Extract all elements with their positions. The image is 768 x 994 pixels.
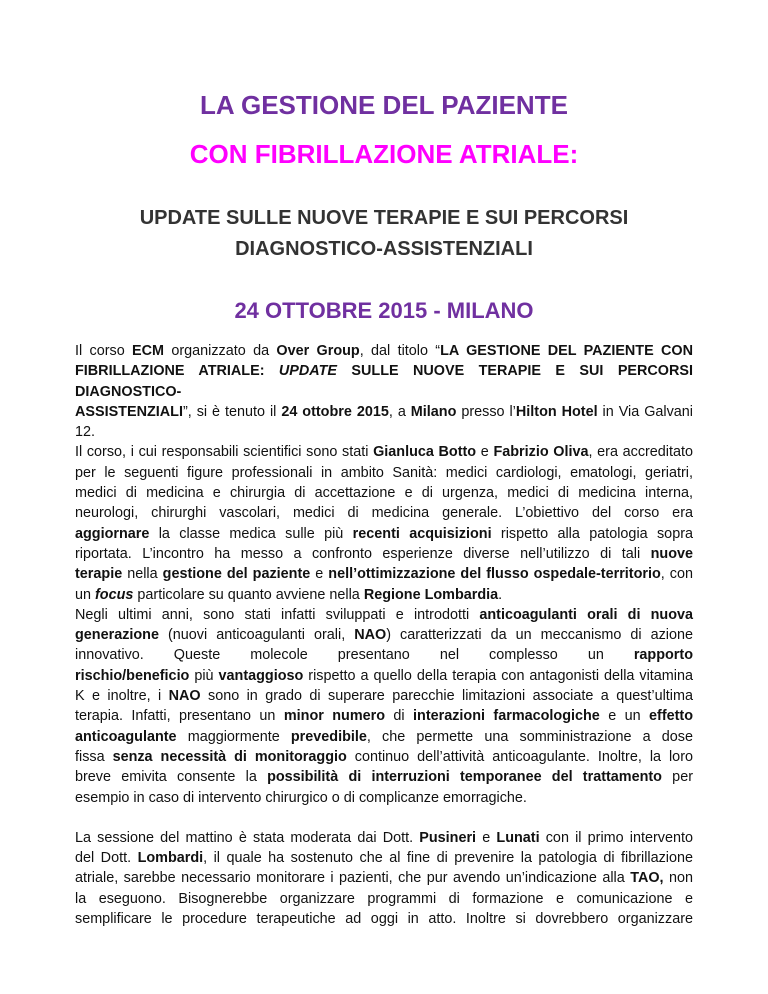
text-line: ASSISTENZIALI”, si è tenuto il 24 ottobre 2015, a Milano presso l’Hilton Hotel in Via Galvani	[75, 403, 694, 420]
text-line: K e inoltre, i NAO sono in grado di superare parecchie limitazioni associate a quest’ultima	[75, 688, 693, 705]
text-line: breve emivita consente la possibilità di interruzioni temporanee del trattamento per	[75, 769, 693, 786]
text-line: Il corso, i cui responsabili scientifici sono stati Gianluca Botto e Fabrizio Oliva, era accreditato	[75, 444, 694, 461]
text-line: semplificare le procedure terapeutiche ad oggi in atto. Inoltre si dovrebbero organizzare	[75, 911, 693, 928]
text-line: generazione (nuovi anticoagulanti orali, NAO) caratterizzati da un meccanismo di azione	[75, 627, 693, 644]
text-line: anticoagulante maggiormente prevedibile, che permette una somministrazione a dose	[75, 728, 693, 745]
text-line: un focus particolare su quanto avviene nella Regione Lombardia.	[75, 586, 503, 603]
text-line: Negli ultimi anni, sono stati infatti sviluppati e introdotti anticoagulanti orali di nuova	[75, 606, 693, 623]
title-line-2: CON FIBRILLAZIONE ATRIALE:	[189, 139, 579, 169]
subtitle-line-1: UPDATE SULLE NUOVE TERAPIE E SUI PERCORSI	[139, 207, 629, 229]
text-line: innovativo. Queste molecole presentano nel complesso un rapporto	[75, 647, 693, 664]
text-line: La sessione del mattino è stata moderata dai Dott. Pusineri e Lunati con il primo intervento	[75, 829, 694, 846]
text-line: FIBRILLAZIONE ATRIALE: UPDATE SULLE NUOVE TERAPIE E SUI PERCORSI DIAGNOSTICO-	[75, 363, 693, 400]
text-line: atriale, sarebbe necessario monitorare i pazienti, che pur avendo un’indicazione alla TAO, non	[75, 870, 693, 887]
text-line: la eseguono. Bisognerebbe organizzare programmi di formazione e comunicazione e	[75, 890, 693, 907]
subtitle-line-2: DIAGNOSTICO-ASSISTENZIALI	[235, 238, 533, 260]
text-line: riportata. L’incontro ha messo a confronto esperienze diverse nell’utilizzo di tali nuove	[75, 545, 693, 562]
paragraph-gap	[75, 808, 693, 828]
text-line: fissa senza necessità di monitoraggio continuo dell’attività anticoagulante. Inoltre, la loro	[75, 748, 693, 765]
text-line: rischio/beneficio più vantaggioso rispetto a quello della terapia con antagonisti della vitamina	[75, 667, 694, 684]
text-line: esempio in caso di intervento chirurgico o di complicanze emorragiche.	[75, 789, 527, 806]
text-line: medici di medicina e chirurgia di accettazione e di urgenza, medici di medicina interna,	[75, 485, 693, 502]
text-line: aggiornare la classe medica sulle più recenti acquisizioni rispetto alla patologia sopra	[75, 525, 693, 542]
article-body	[75, 341, 693, 929]
text-line: Il corso ECM organizzato da Over Group, dal titolo “LA GESTIONE DEL PAZIENTE CON	[75, 343, 693, 359]
title-line-1: LA GESTIONE DEL PAZIENTE	[200, 90, 568, 120]
text-line: neurologi, chirurghi vascolari, medici di medicina generale. L’obiettivo del corso era	[75, 505, 693, 522]
subtitle	[0, 203, 768, 265]
text-line: 12.	[75, 424, 96, 441]
text-line: terapie nella gestione del paziente e nell’ottimizzazione del flusso ospedale-territorio, con	[75, 566, 694, 583]
event-date-place: 24 OTTOBRE 2015 - MILANO	[234, 298, 534, 323]
text-line: del Dott. Lombardi, il quale ha sostenuto che al fine di prevenire la patologia di fibrillazione	[75, 850, 693, 867]
text-line: per le seguenti figure professionali in ambito Sanità: medici cardiologi, ematologi, geriatri,	[75, 464, 693, 481]
text-line: terapia. Infatti, presentano un minor numero di interazioni farmacologiche e un effetto	[75, 708, 693, 725]
